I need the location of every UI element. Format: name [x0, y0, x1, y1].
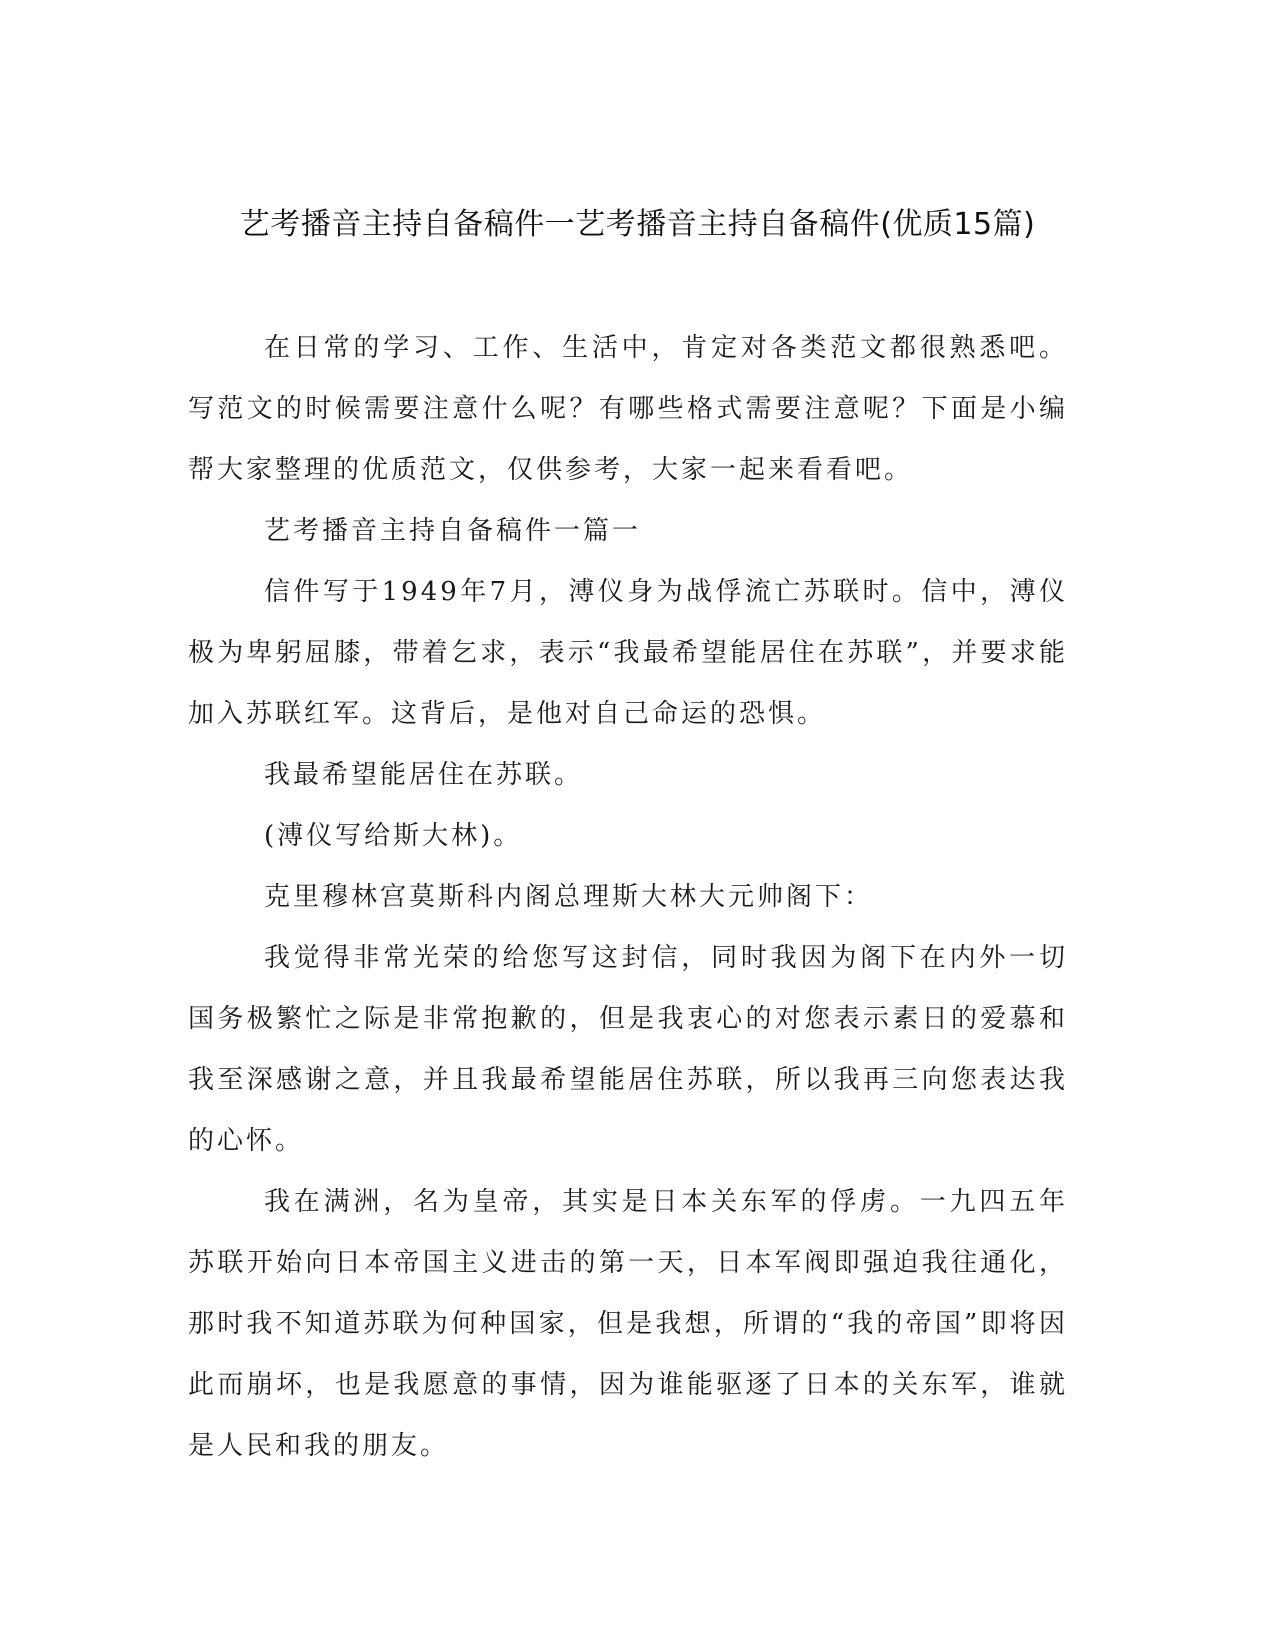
document-body: [188, 318, 1068, 1477]
body-paragraph: 信件写于1949年7月，溥仪身为战俘流亡苏联时。信中，溥仪极为卑躬屈膝，带着乞求，表示“我最希望能居住在苏联”，并要求能加入苏联红军。这背后，是他对自己命运的恐惧。: [188, 577, 1068, 729]
body-paragraph: (溥仪写给斯大林)。: [264, 821, 523, 851]
letter-salutation: 克里穆林宫莫斯科内阁总理斯大林大元帅阁下：: [264, 882, 874, 912]
document-title: 艺考播音主持自备稿件一艺考播音主持自备稿件(优质15篇): [239, 207, 1036, 242]
body-paragraph: 我最希望能居住在苏联。: [264, 760, 584, 790]
body-paragraph: 我觉得非常光荣的给您写这封信，同时我因为阁下在内外一切国务极繁忙之际是非常抱歉的，但是我衷心的对您表示素日的爱慕和我至深感谢之意，并且我最希望能居住苏联，所以我再三向您表达我的心怀。: [188, 943, 1068, 1156]
intro-paragraph: 在日常的学习、工作、生活中，肯定对各类范文都很熟悉吧。写范文的时候需要注意什么呢？有哪些格式需要注意呢？下面是小编帮大家整理的优质范文，仅供参考，大家一起来看看吧。: [188, 333, 1068, 485]
body-paragraph: 我在满洲，名为皇帝，其实是日本关东军的俘虏。一九四五年苏联开始向日本帝国主义进击的第一天，日本军阀即强迫我往通化，那时我不知道苏联为何种国家，但是我想，所谓的“我的帝国”即将因此而崩坏，也是我愿意的事情，因为谁能驱逐了日本的关东军，谁就是人民和我的朋友。: [188, 1187, 1068, 1461]
section-heading: 艺考播音主持自备稿件一篇一: [264, 516, 642, 546]
